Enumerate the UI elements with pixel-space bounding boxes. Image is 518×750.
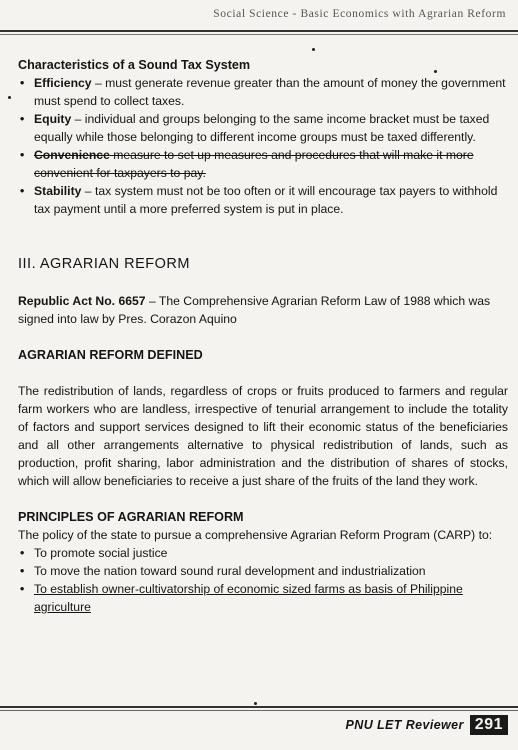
list-item: [18, 110, 508, 146]
bullet-icon: •: [20, 76, 25, 90]
bullet-icon: •: [20, 112, 25, 126]
principle: To move the nation toward sound rural development and industrialization: [34, 564, 426, 578]
term: Efficiency: [34, 76, 92, 90]
footer-rule-thin: [0, 710, 518, 711]
footer-label: PNU LET Reviewer: [345, 718, 464, 732]
definition: – must generate revenue greater than the amount of money the government must spend to collect taxes.: [34, 76, 506, 108]
scan-speck: [254, 702, 257, 705]
scan-speck: [434, 70, 437, 73]
ra-description: – The Comprehensive Agrarian Reform Law of 1988 which was signed into law by Pres. Corazon Aquino: [18, 294, 491, 326]
term: Convenience: [34, 148, 110, 162]
bullet-icon: •: [20, 564, 25, 578]
principle: To promote social justice: [34, 546, 168, 560]
principles-list: [18, 544, 508, 616]
principles-intro: The policy of the state to pursue a comprehensive Agrarian Reform Program (CARP) to:: [18, 528, 493, 542]
footer: [346, 715, 508, 735]
scan-speck: [312, 48, 315, 51]
tax-characteristics-list: [18, 74, 508, 218]
definition: measure to set up measures and procedures that will make it more convenient for taxpayers to pay.: [34, 148, 474, 180]
list-item: [18, 146, 508, 182]
bullet-icon: •: [20, 582, 25, 596]
scan-speck: [8, 96, 11, 99]
list-item: [18, 544, 508, 562]
definition: – individual and groups belonging to the same income bracket must be taxed equally while those belonging to different income groups must be taxed differently.: [34, 112, 490, 144]
principles-heading: PRINCIPLES OF AGRARIAN REFORM: [18, 510, 244, 524]
list-item: [18, 562, 508, 580]
ra-number: Republic Act No. 6657: [18, 294, 146, 308]
bullet-icon: •: [20, 546, 25, 560]
running-header: Social Science - Basic Economics with Agrarian Reform: [213, 8, 506, 20]
header-rule-thin: [0, 34, 518, 35]
bullet-icon: •: [20, 184, 25, 198]
principle: To establish owner-cultivatorship of economic sized farms as basis of Philippine agriculture: [34, 582, 463, 614]
tax-heading: Characteristics of a Sound Tax System: [18, 58, 251, 72]
list-item: [18, 580, 508, 616]
republic-act-paragraph: [18, 292, 508, 328]
bullet-icon: •: [20, 148, 25, 162]
definition: – tax system must not be too often or it will encourage tax payers to withhold tax payment until a more preferred system is put in place.: [34, 184, 498, 216]
list-item: [18, 182, 508, 218]
header-rule: [0, 30, 518, 32]
definition-paragraph: The redistribution of lands, regardless of crops or fruits produced to farmers and regular farm workers who are landless, irrespective of tenurial arrangement to include the totality of factors and support services designed to lift their economic status of the beneficiaries and all other arrangements alternative to physical redistribution of lands, such as production, profit sharing, labor administration and the distribution of shares of stocks, which will allow beneficiaries to receive a just share of the fruits of the land they work.: [18, 384, 508, 488]
page-content: [18, 56, 508, 616]
footer-rule: [0, 706, 518, 708]
defined-heading: AGRARIAN REFORM DEFINED: [18, 348, 203, 362]
list-item: [18, 74, 508, 110]
term: Stability: [34, 184, 82, 198]
section-title: III. AGRARIAN REFORM: [18, 256, 190, 272]
page-number: 291: [470, 715, 508, 735]
term: Equity: [34, 112, 72, 126]
